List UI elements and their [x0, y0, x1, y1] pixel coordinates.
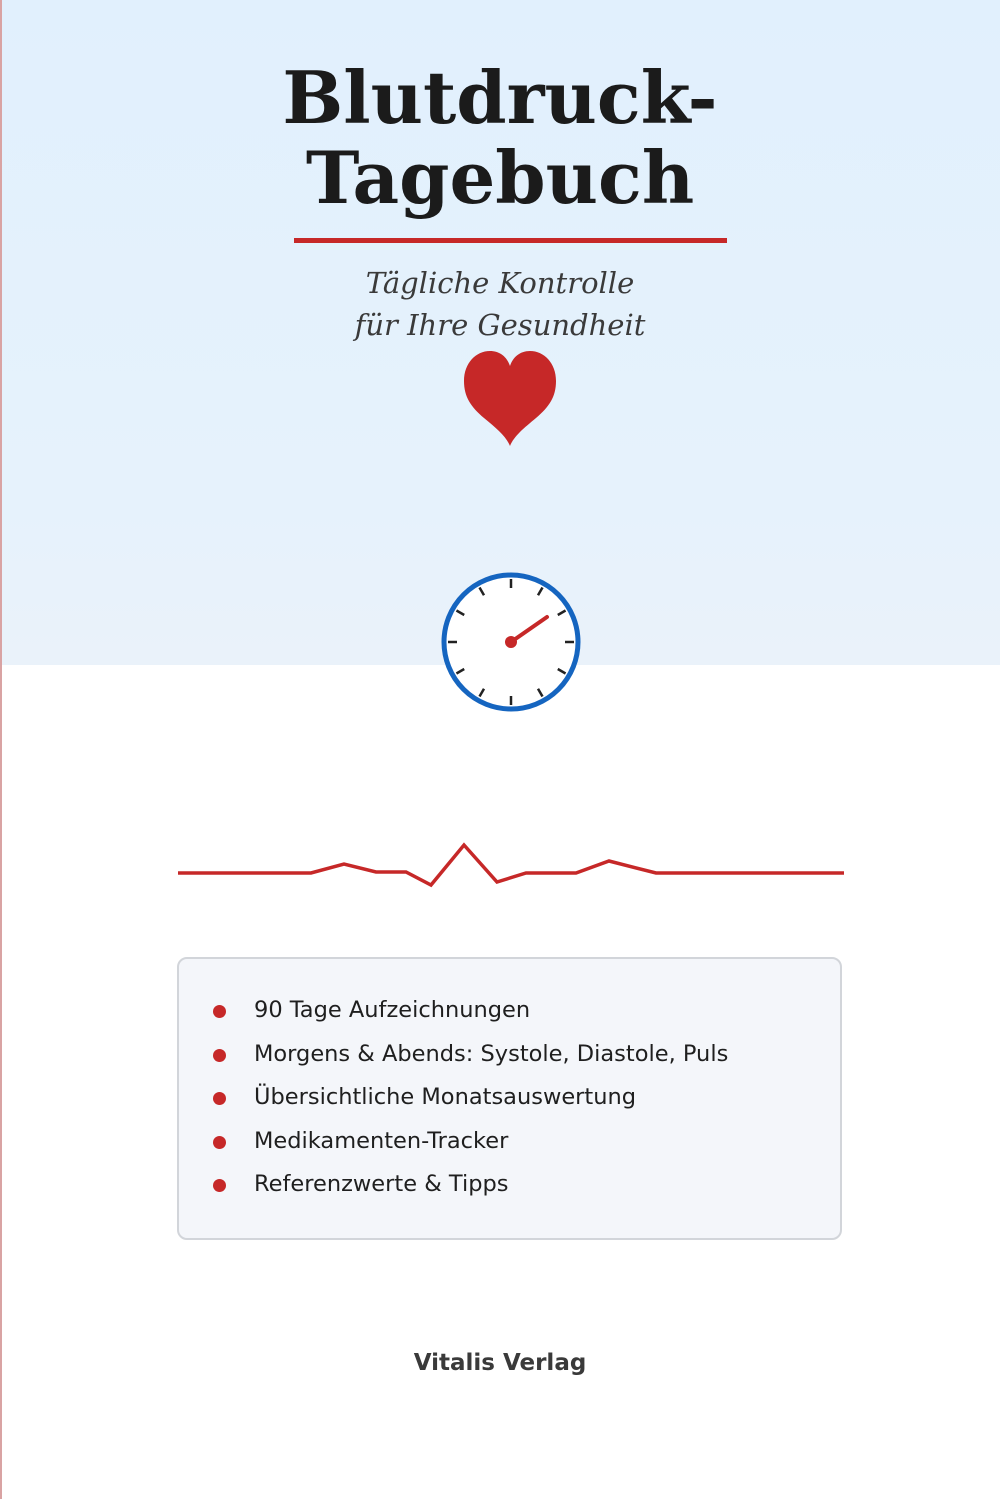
title-line-2: Tagebuch — [305, 135, 695, 220]
gauge-hub — [505, 636, 517, 648]
feature-item — [179, 989, 840, 1033]
title-line-1: Blutdruck- — [282, 55, 718, 140]
subtitle-line-2: für Ihre Gesundheit — [354, 308, 646, 342]
feature-text: Morgens & Abends: Systole, Diastole, Puls — [254, 1040, 729, 1067]
spine-edge-line — [0, 0, 2, 1499]
feature-list — [179, 989, 840, 1207]
bullet-dot-icon — [213, 1136, 226, 1149]
feature-item — [179, 1076, 840, 1120]
publisher-name: Vitalis Verlag — [413, 1350, 587, 1376]
feature-text: Referenzwerte & Tipps — [254, 1171, 509, 1197]
subtitle-line-1: Tägliche Kontrolle — [365, 266, 635, 300]
book-subtitle — [0, 262, 1000, 346]
feature-item — [179, 1163, 840, 1207]
heart-icon — [462, 348, 558, 446]
feature-text: 90 Tage Aufzeichnungen — [254, 997, 531, 1023]
book-title — [0, 55, 1000, 220]
bullet-dot-icon — [213, 1005, 226, 1018]
feature-item — [179, 1120, 840, 1164]
bullet-dot-icon — [213, 1092, 226, 1105]
gauge-icon — [440, 571, 582, 713]
ecg-line — [176, 838, 846, 890]
feature-item — [179, 1033, 840, 1077]
feature-text: Medikamenten-Tracker — [254, 1127, 509, 1154]
bullet-dot-icon — [213, 1179, 226, 1192]
bullet-dot-icon — [213, 1049, 226, 1062]
feature-text: Übersichtliche Monatsauswertung — [254, 1084, 637, 1110]
title-underline — [294, 238, 727, 243]
features-box — [177, 957, 842, 1240]
